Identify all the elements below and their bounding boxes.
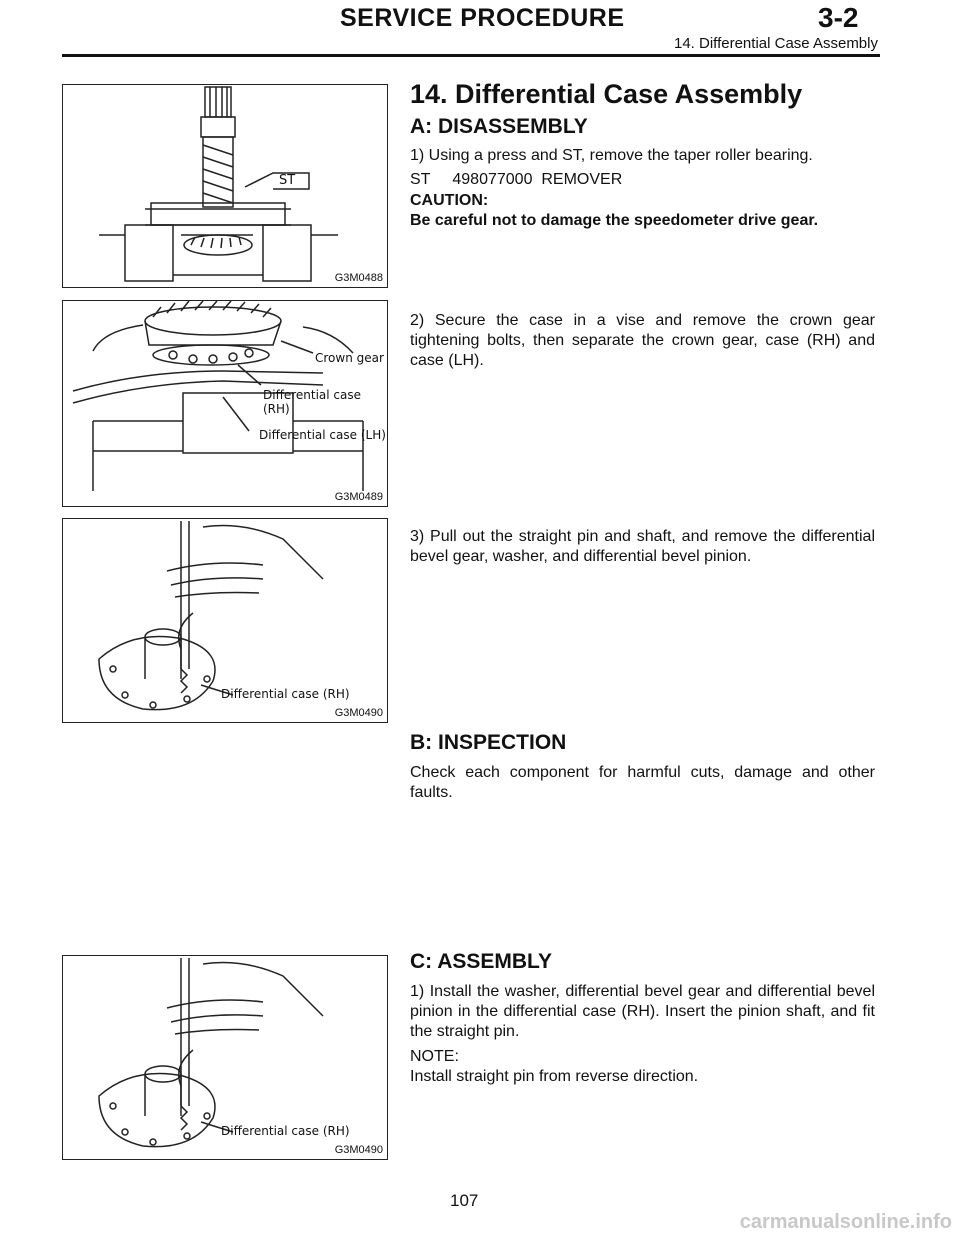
caution-text: Be careful not to damage the speedometer drive gear. <box>410 212 819 229</box>
st-line: ST 498077000 REMOVER <box>410 171 623 188</box>
figure-code: G3M0490 <box>334 1144 383 1156</box>
figure-assembly-case-rh <box>62 955 388 1160</box>
step-a1: 1) Using a press and ST, remove the taper roller bearing. <box>410 147 813 164</box>
heading-disassembly: A: DISASSEMBLY <box>410 115 588 138</box>
figure-crown-gear <box>62 300 388 507</box>
inspection-text: Check each component for harmful cuts, damage and other faults. <box>410 764 875 801</box>
step-a2: 2) Secure the case in a vise and remove the crown gear tightening bolts, then separate the crown gear, case (RH) and case (LH). <box>410 312 875 369</box>
page-number: 107 <box>450 1191 479 1210</box>
figure-code: G3M0490 <box>334 707 383 719</box>
note-text: Install straight pin from reverse direction. <box>410 1068 699 1085</box>
callout-case-rh: Differential case (RH) <box>221 687 350 701</box>
callout-case-lh: Differential case (LH) <box>259 428 386 442</box>
watermark: carmanualsonline.info <box>739 1211 952 1233</box>
press-illustration <box>63 85 387 287</box>
callout-case-rh: Differential case (RH) <box>263 388 362 416</box>
note-label: NOTE: <box>410 1048 459 1065</box>
heading-assembly: C: ASSEMBLY <box>410 950 552 973</box>
header-rule <box>62 54 880 57</box>
step-a3: 3) Pull out the straight pin and shaft, and remove the differential bevel gear, washer, and differential bevel pinion. <box>410 528 875 565</box>
page-title: 14. Differential Case Assembly <box>410 79 803 109</box>
caution-label: CAUTION: <box>410 192 489 209</box>
callout-crown-gear: Crown gear <box>315 351 384 365</box>
figure-case-rh-pin <box>62 518 388 723</box>
step-c1: 1) Install the washer, differential bevel gear and differential bevel pinion in the differential case (RH). Insert the pinion shaft, and fit the straight pin. <box>410 983 875 1040</box>
section-title: SERVICE PROCEDURE <box>340 4 625 32</box>
figure-press-removal <box>62 84 388 288</box>
section-subtitle: 14. Differential Case Assembly <box>674 35 878 52</box>
figure-code: G3M0489 <box>334 491 383 503</box>
callout-case-rh: Differential case (RH) <box>221 1124 350 1138</box>
figure-code: G3M0488 <box>334 272 383 284</box>
section-number: 3-2 <box>818 2 859 33</box>
callout-st: ST <box>279 173 296 188</box>
heading-inspection: B: INSPECTION <box>410 731 567 754</box>
